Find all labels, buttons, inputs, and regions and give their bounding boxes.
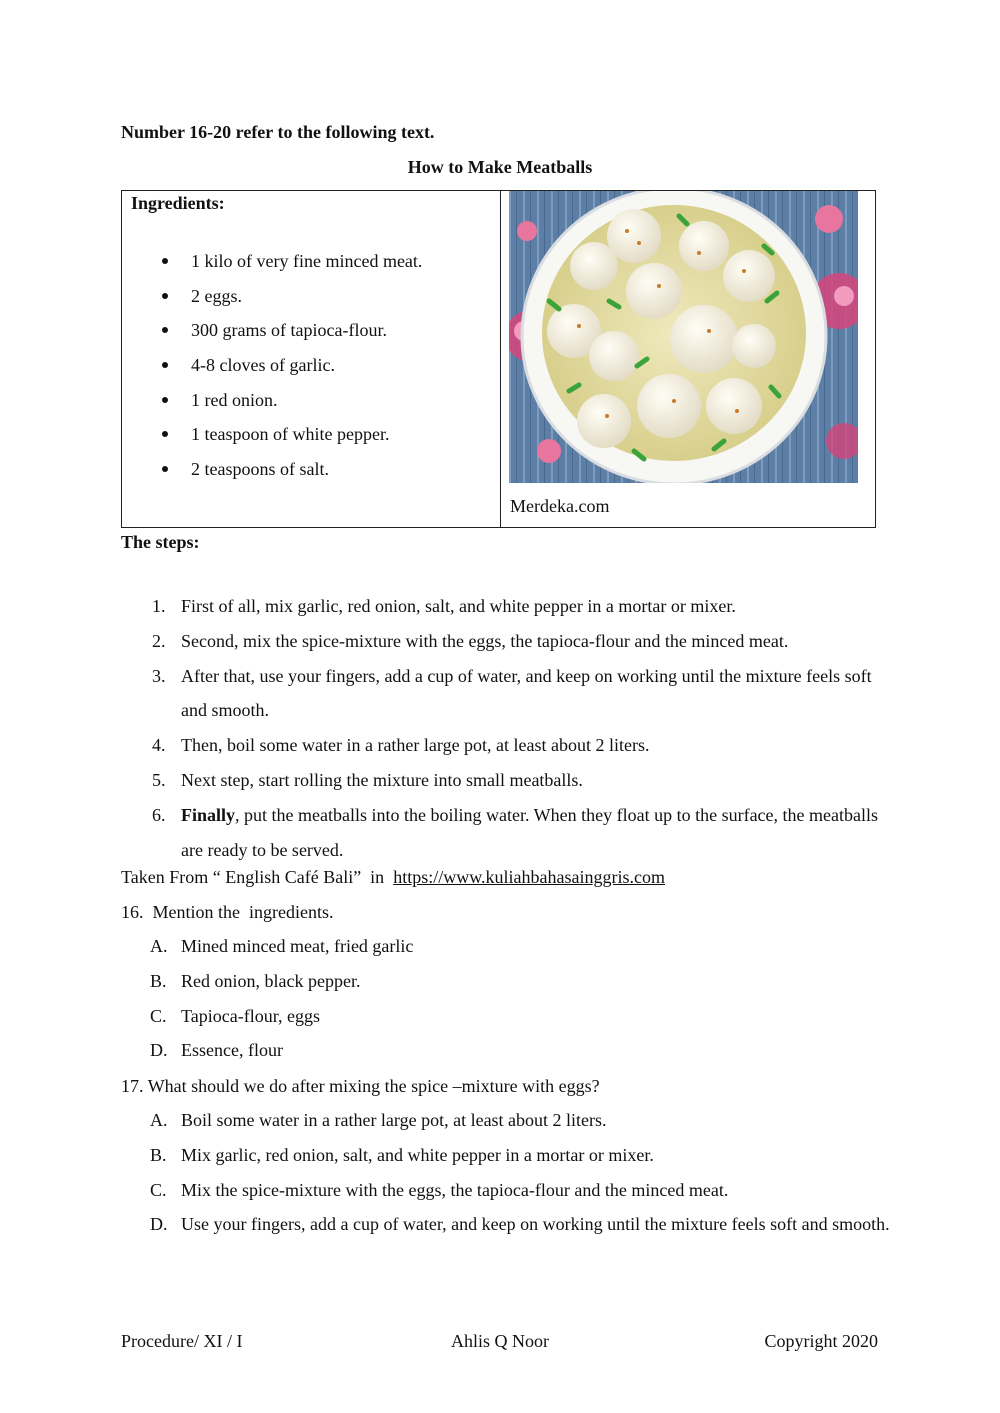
answer-option[interactable] [150,1173,890,1208]
option-letter: A. [150,1110,168,1130]
option-text: Essence, flour [181,1040,283,1061]
option-text: Boil some water in a rather large pot, at least about 2 liters. [181,1110,607,1130]
question-16 [121,902,333,923]
answer-option[interactable] [150,1103,890,1138]
option-text: Red onion, black pepper. [181,970,361,991]
question-number: 17. [121,1076,144,1096]
answer-option[interactable] [150,1033,890,1068]
step-number: 1. [152,596,166,616]
option-text: Mix garlic, red onion, salt, and white pepper in a mortar or mixer. [181,1144,654,1165]
recipe-table [121,190,876,528]
list-item: 2 eggs. [162,284,422,319]
ingredients-heading: Ingredients: [131,193,225,213]
step-text: Then, boil some water in a rather large pot, at least about 2 liters. [181,735,650,756]
step-number: 5. [152,769,166,790]
source-citation [121,867,665,888]
list-item [148,728,888,763]
list-item: 1 red onion. [162,388,422,423]
list-item [148,763,888,798]
step-number: 2. [152,630,166,651]
list-item: 2 teaspoons of salt. [162,457,422,492]
option-text: Mix the spice-mixture with the eggs, the tapioca-flour and the minced meat. [181,1179,729,1200]
question-text: Mention the ingredients. [152,902,334,922]
step-text: Second, mix the spice-mixture with the eggs, the tapioca-flour and the minced meat. [181,630,789,651]
list-item [148,798,888,868]
source-prefix: Taken From “ English Café Bali” in [121,867,394,887]
step-number: 3. [152,665,166,686]
source-link[interactable]: https://www.kuliahbahasainggris.com [393,867,665,887]
list-item [148,624,888,659]
option-letter: C. [150,1005,167,1026]
list-item: 4-8 cloves of garlic. [162,353,422,388]
option-text: Mined minced meat, fried garlic [181,936,414,956]
question-number: 16. [121,902,144,922]
table-divider [500,191,501,527]
question-17-options [150,1103,890,1242]
option-letter: D. [150,1214,168,1235]
step-text: After that, use your fingers, add a cup of water, and keep on working until the mixture feels soft and smooth. [181,665,872,721]
answer-option[interactable] [150,1138,890,1173]
meatball-soup-photo [509,191,858,483]
answer-option[interactable] [150,964,890,999]
question-16-options [150,929,890,1068]
option-text: Tapioca-flour, eggs [181,1005,320,1026]
answer-option[interactable] [150,929,890,964]
answer-option[interactable] [150,999,890,1034]
step-text: First of all, mix garlic, red onion, salt, and white pepper in a mortar or mixer. [181,596,736,616]
page-title: How to Make Meatballs [407,157,593,177]
option-text: Use your fingers, add a cup of water, and keep on working until the mixture feels soft and smooth. [181,1214,890,1235]
step-text: Next step, start rolling the mixture into small meatballs. [181,769,583,790]
footer-left: Procedure/ XI / I [121,1331,243,1351]
step-text: , put the meatballs into the boiling water. When they float up to the surface, the meatballs are ready to be served. [181,804,879,860]
footer-right: Copyright 2020 [764,1331,878,1351]
option-letter: B. [150,970,167,991]
answer-option[interactable] [150,1207,890,1242]
list-item: 1 kilo of very fine minced meat. [162,249,422,284]
option-letter: D. [150,1040,168,1061]
question-text: What should we do after mixing the spice –mixture with eggs? [147,1076,600,1096]
photo-caption: Merdeka.com [510,496,610,516]
option-letter: A. [150,936,168,956]
steps-heading: The steps: [121,532,200,552]
footer-center: Ahlis Q Noor [451,1331,549,1351]
list-item [148,659,888,729]
meatball-soup-illustration [509,191,858,483]
steps-list [148,589,888,867]
step-number: 6. [152,804,166,825]
step-number: 4. [152,735,166,756]
ingredients-list [162,249,422,492]
list-item: 1 teaspoon of white pepper. [162,422,422,457]
list-item [148,589,888,624]
question-17 [121,1076,600,1097]
option-letter: C. [150,1179,167,1200]
step-emphasis: Finally [181,804,236,825]
intro-text: Number 16-20 refer to the following text. [121,122,435,142]
option-letter: B. [150,1144,167,1165]
list-item: 300 grams of tapioca-flour. [162,318,422,353]
